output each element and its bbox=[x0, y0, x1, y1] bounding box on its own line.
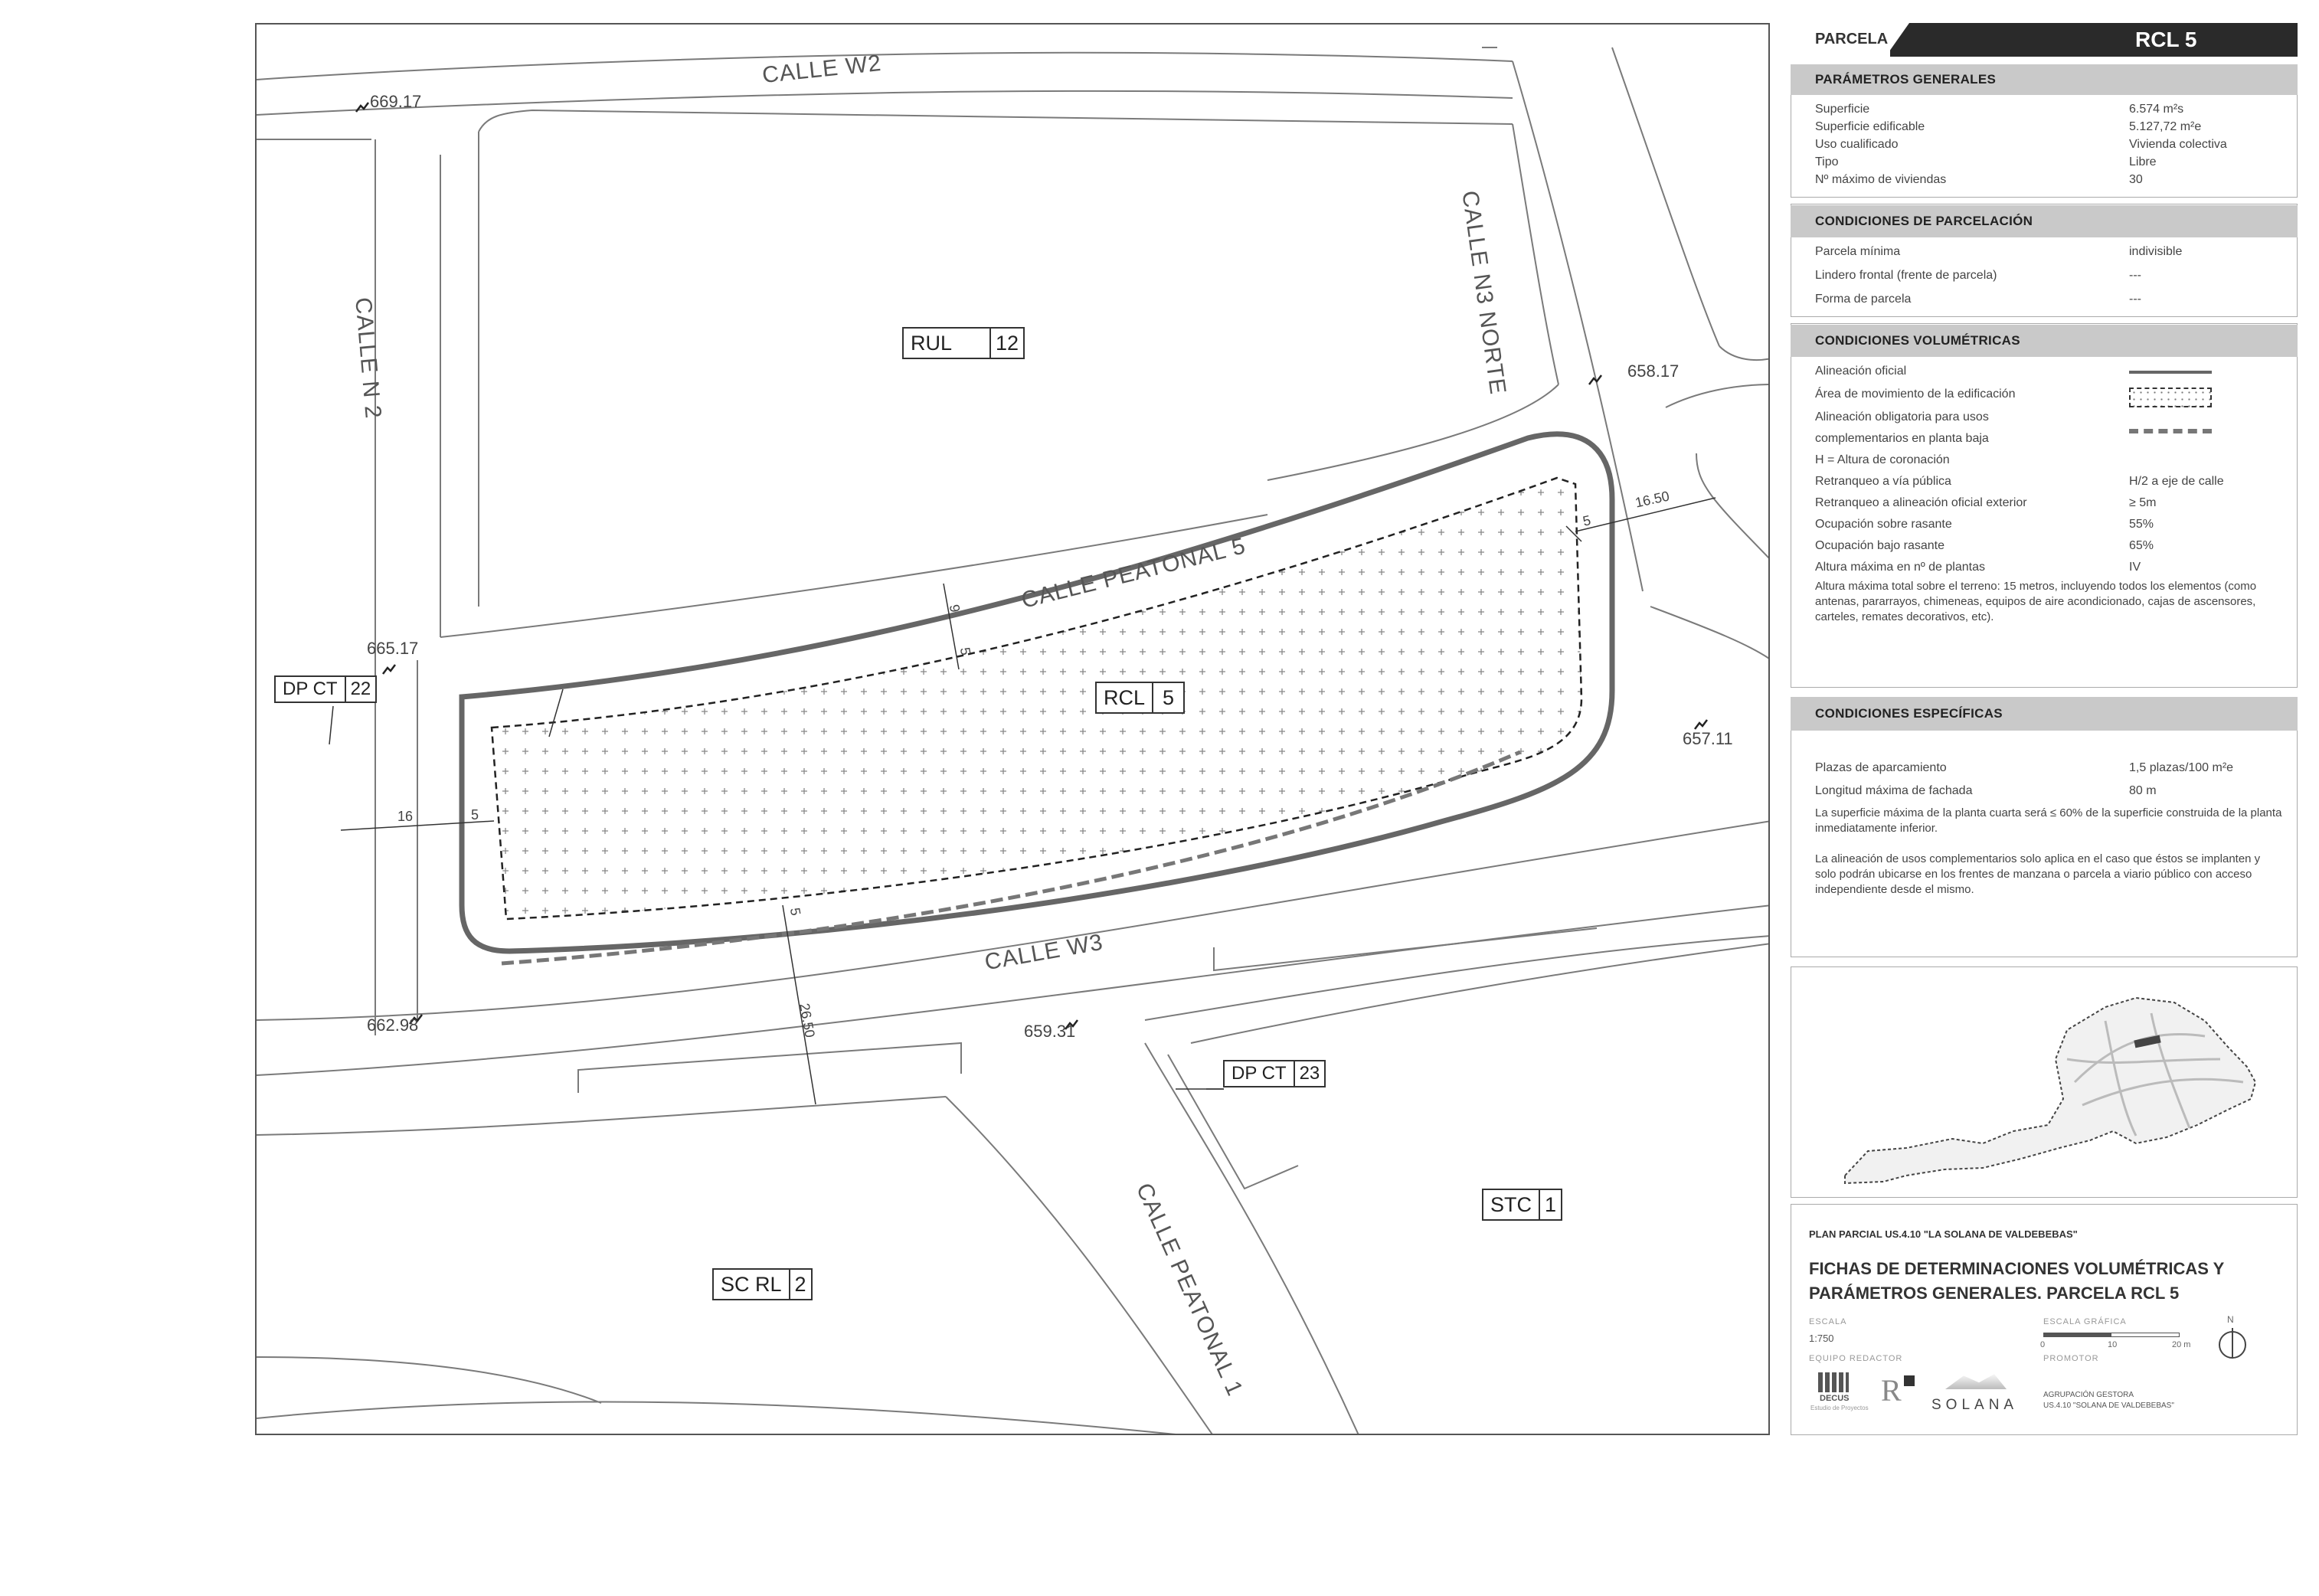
zone-label-dpct22: DP CT 22 bbox=[274, 675, 377, 703]
elevation-label: 658.17 bbox=[1627, 361, 1680, 381]
legend-swatch-hatched bbox=[2129, 388, 2212, 407]
elevation-label: 657.11 bbox=[1683, 729, 1733, 748]
location-map-drawing bbox=[1791, 967, 2297, 1197]
dimension-label: 5 bbox=[957, 646, 974, 657]
elevation-label: 659.31 bbox=[1024, 1022, 1076, 1041]
street-calle-peatonal-1: CALLE PEATONAL 1 bbox=[1130, 1179, 1248, 1401]
param-label: Ocupación sobre rasante bbox=[1815, 518, 1952, 531]
elevation-label: 665.17 bbox=[367, 639, 419, 658]
section-title: CONDICIONES VOLUMÉTRICAS bbox=[1791, 325, 2298, 357]
promotor-label: PROMOTOR bbox=[2043, 1354, 2099, 1363]
legend-alineacion-obligatoria: Alineación obligatoria para usos bbox=[1815, 410, 1989, 424]
legend-alineacion-oficial: Alineación oficial bbox=[1815, 365, 1907, 378]
plan-name: PLAN PARCIAL US.4.10 "LA SOLANA DE VALDEBEBAS" bbox=[1809, 1228, 2078, 1240]
street-calle-w2: CALLE W2 bbox=[760, 50, 883, 89]
param-label: Longitud máxima de fachada bbox=[1815, 784, 1973, 797]
param-value: --- bbox=[2129, 293, 2141, 306]
legend-area-movimiento: Área de movimiento de la edificación bbox=[1815, 388, 2016, 401]
elevation-label: 669.17 bbox=[370, 92, 422, 111]
param-label: Uso cualificado bbox=[1815, 138, 1899, 151]
solana-logo-text: SOLANA bbox=[1931, 1397, 2019, 1413]
buildable-area bbox=[492, 478, 1581, 919]
street-calle-n3-norte: CALLE N3 NORTE bbox=[1457, 189, 1511, 397]
escala-label: ESCALA bbox=[1809, 1317, 1847, 1326]
volumetric-note: Altura máxima total sobre el terreno: 15 metros, incluyendo todos los elementos (como antenas, pararrayos, chimeneas, equipos de aire acondicionado, cajas de ascensores, carteles, remates decorativos, etc). bbox=[1815, 580, 2257, 623]
zone-label-rul: RUL 12 bbox=[902, 327, 1025, 359]
param-value: 5.127,72 m²e bbox=[2129, 120, 2202, 133]
dimension-label: 16 bbox=[397, 809, 414, 824]
location-map bbox=[1791, 966, 2298, 1198]
site-plan-map bbox=[255, 23, 1770, 1435]
param-value: 55% bbox=[2129, 518, 2154, 531]
param-label: Superficie bbox=[1815, 103, 1870, 116]
param-label: Tipo bbox=[1815, 155, 1839, 168]
parcel-header-value: RCL 5 bbox=[2135, 28, 2197, 51]
param-label: Nº máximo de viviendas bbox=[1815, 173, 1947, 186]
scale-tick: 20 m bbox=[2172, 1340, 2191, 1349]
param-value: 65% bbox=[2129, 539, 2154, 552]
zone-label-stc: STC 1 bbox=[1482, 1189, 1562, 1221]
param-label: Plazas de aparcamiento bbox=[1815, 761, 1947, 774]
zone-label-scrl: SC RL 2 bbox=[712, 1268, 813, 1300]
param-value: 6.574 m²s bbox=[2129, 103, 2184, 116]
section-title: CONDICIONES DE PARCELACIÓN bbox=[1791, 205, 2298, 237]
param-label: Lindero frontal (frente de parcela) bbox=[1815, 269, 1997, 282]
dimension-label: 5 bbox=[1581, 512, 1592, 529]
param-value: H/2 a eje de calle bbox=[2129, 475, 2224, 488]
legend-swatch-solid bbox=[2129, 371, 2212, 374]
street-calle-peatonal-5: CALLE PEATONAL 5 bbox=[1019, 533, 1248, 613]
equipo-redactor-label: EQUIPO REDACTOR bbox=[1809, 1354, 1903, 1363]
zone-label-dpct23: DP CT 23 bbox=[1223, 1060, 1326, 1087]
parcel-header-label: PARCELA bbox=[1815, 31, 1889, 47]
legend-altura-coronacion: H = Altura de coronación bbox=[1815, 453, 1950, 466]
decus-logo-icon bbox=[1818, 1372, 1849, 1392]
dimension-label: 26.50 bbox=[796, 1002, 818, 1039]
escala-grafica-label: ESCALA GRÁFICA bbox=[2043, 1317, 2127, 1326]
param-label: Ocupación bajo rasante bbox=[1815, 539, 1944, 552]
specific-note-2: La alineación de usos complementarios solo aplica en el caso que éstos se implanten y solo podrán ubicarse en los frentes de manzana o parcela a viario público con acceso independiente desde el mismo. bbox=[1815, 852, 2261, 896]
param-label: Retranqueo a vía pública bbox=[1815, 475, 1951, 488]
r-logo-square bbox=[1904, 1375, 1915, 1386]
site-plan-drawing bbox=[257, 25, 1770, 1435]
param-value: 80 m bbox=[2129, 784, 2157, 797]
zone-label-rcl: RCL 5 bbox=[1095, 682, 1185, 714]
param-value: 1,5 plazas/100 m²e bbox=[2129, 761, 2234, 774]
param-value: Vivienda colectiva bbox=[2129, 138, 2227, 151]
decus-logo-text: DECUS bbox=[1820, 1394, 1850, 1403]
title-line-2: PARÁMETROS GENERALES. PARCELA RCL 5 bbox=[1809, 1284, 2180, 1303]
section-title: PARÁMETROS GENERALES bbox=[1791, 64, 2298, 95]
param-label: Retranqueo a alineación oficial exterior bbox=[1815, 496, 2027, 509]
legend-swatch-dashed bbox=[2129, 429, 2212, 433]
escala-value: 1:750 bbox=[1809, 1333, 1834, 1344]
legend-alineacion-obligatoria-2: complementarios en planta baja bbox=[1815, 432, 1989, 445]
param-value: ≥ 5m bbox=[2129, 496, 2157, 509]
param-value: Libre bbox=[2129, 155, 2157, 168]
param-label: Parcela mínima bbox=[1815, 245, 1901, 258]
r-logo-icon: R bbox=[1881, 1373, 1902, 1408]
dimension-label: 16.50 bbox=[1634, 488, 1671, 511]
specific-note-1: La superficie máxima de la planta cuarta será ≤ 60% de la superficie construida de la planta inmediatamente inferior. bbox=[1815, 806, 2282, 835]
param-value: --- bbox=[2129, 269, 2141, 282]
param-label: Forma de parcela bbox=[1815, 293, 1912, 306]
dimension-label: 5 bbox=[787, 906, 804, 917]
agrupacion-line-1: AGRUPACIÓN GESTORA bbox=[2043, 1391, 2134, 1399]
scale-tick: 10 bbox=[2108, 1340, 2118, 1349]
dimension-label: 9 bbox=[946, 603, 963, 614]
title-line-1: FICHAS DE DETERMINACIONES VOLUMÉTRICAS Y bbox=[1809, 1259, 2225, 1278]
elevation-label: 662.98 bbox=[367, 1015, 419, 1035]
street-calle-w3: CALLE W3 bbox=[983, 929, 1105, 976]
param-label: Superficie edificable bbox=[1815, 120, 1925, 133]
param-value: 30 bbox=[2129, 173, 2143, 186]
parcel-header bbox=[1791, 23, 2298, 57]
section-title: CONDICIONES ESPECÍFICAS bbox=[1791, 697, 2298, 731]
scale-tick: 0 bbox=[2040, 1340, 2046, 1349]
param-value: IV bbox=[2129, 561, 2141, 574]
agrupacion-line-2: US.4.10 "SOLANA DE VALDEBEBAS" bbox=[2043, 1401, 2174, 1410]
decus-logo-subtext: Estudio de Proyectos bbox=[1810, 1405, 1869, 1411]
north-label: N bbox=[2227, 1314, 2234, 1325]
param-value: indivisible bbox=[2129, 245, 2183, 258]
dimension-label: 5 bbox=[471, 807, 479, 823]
param-label: Altura máxima en nº de plantas bbox=[1815, 561, 1985, 574]
north-arrow-icon bbox=[2219, 1331, 2246, 1359]
graphic-scale-bar bbox=[2043, 1333, 2180, 1337]
street-calle-n2: CALLE N 2 bbox=[350, 296, 386, 420]
